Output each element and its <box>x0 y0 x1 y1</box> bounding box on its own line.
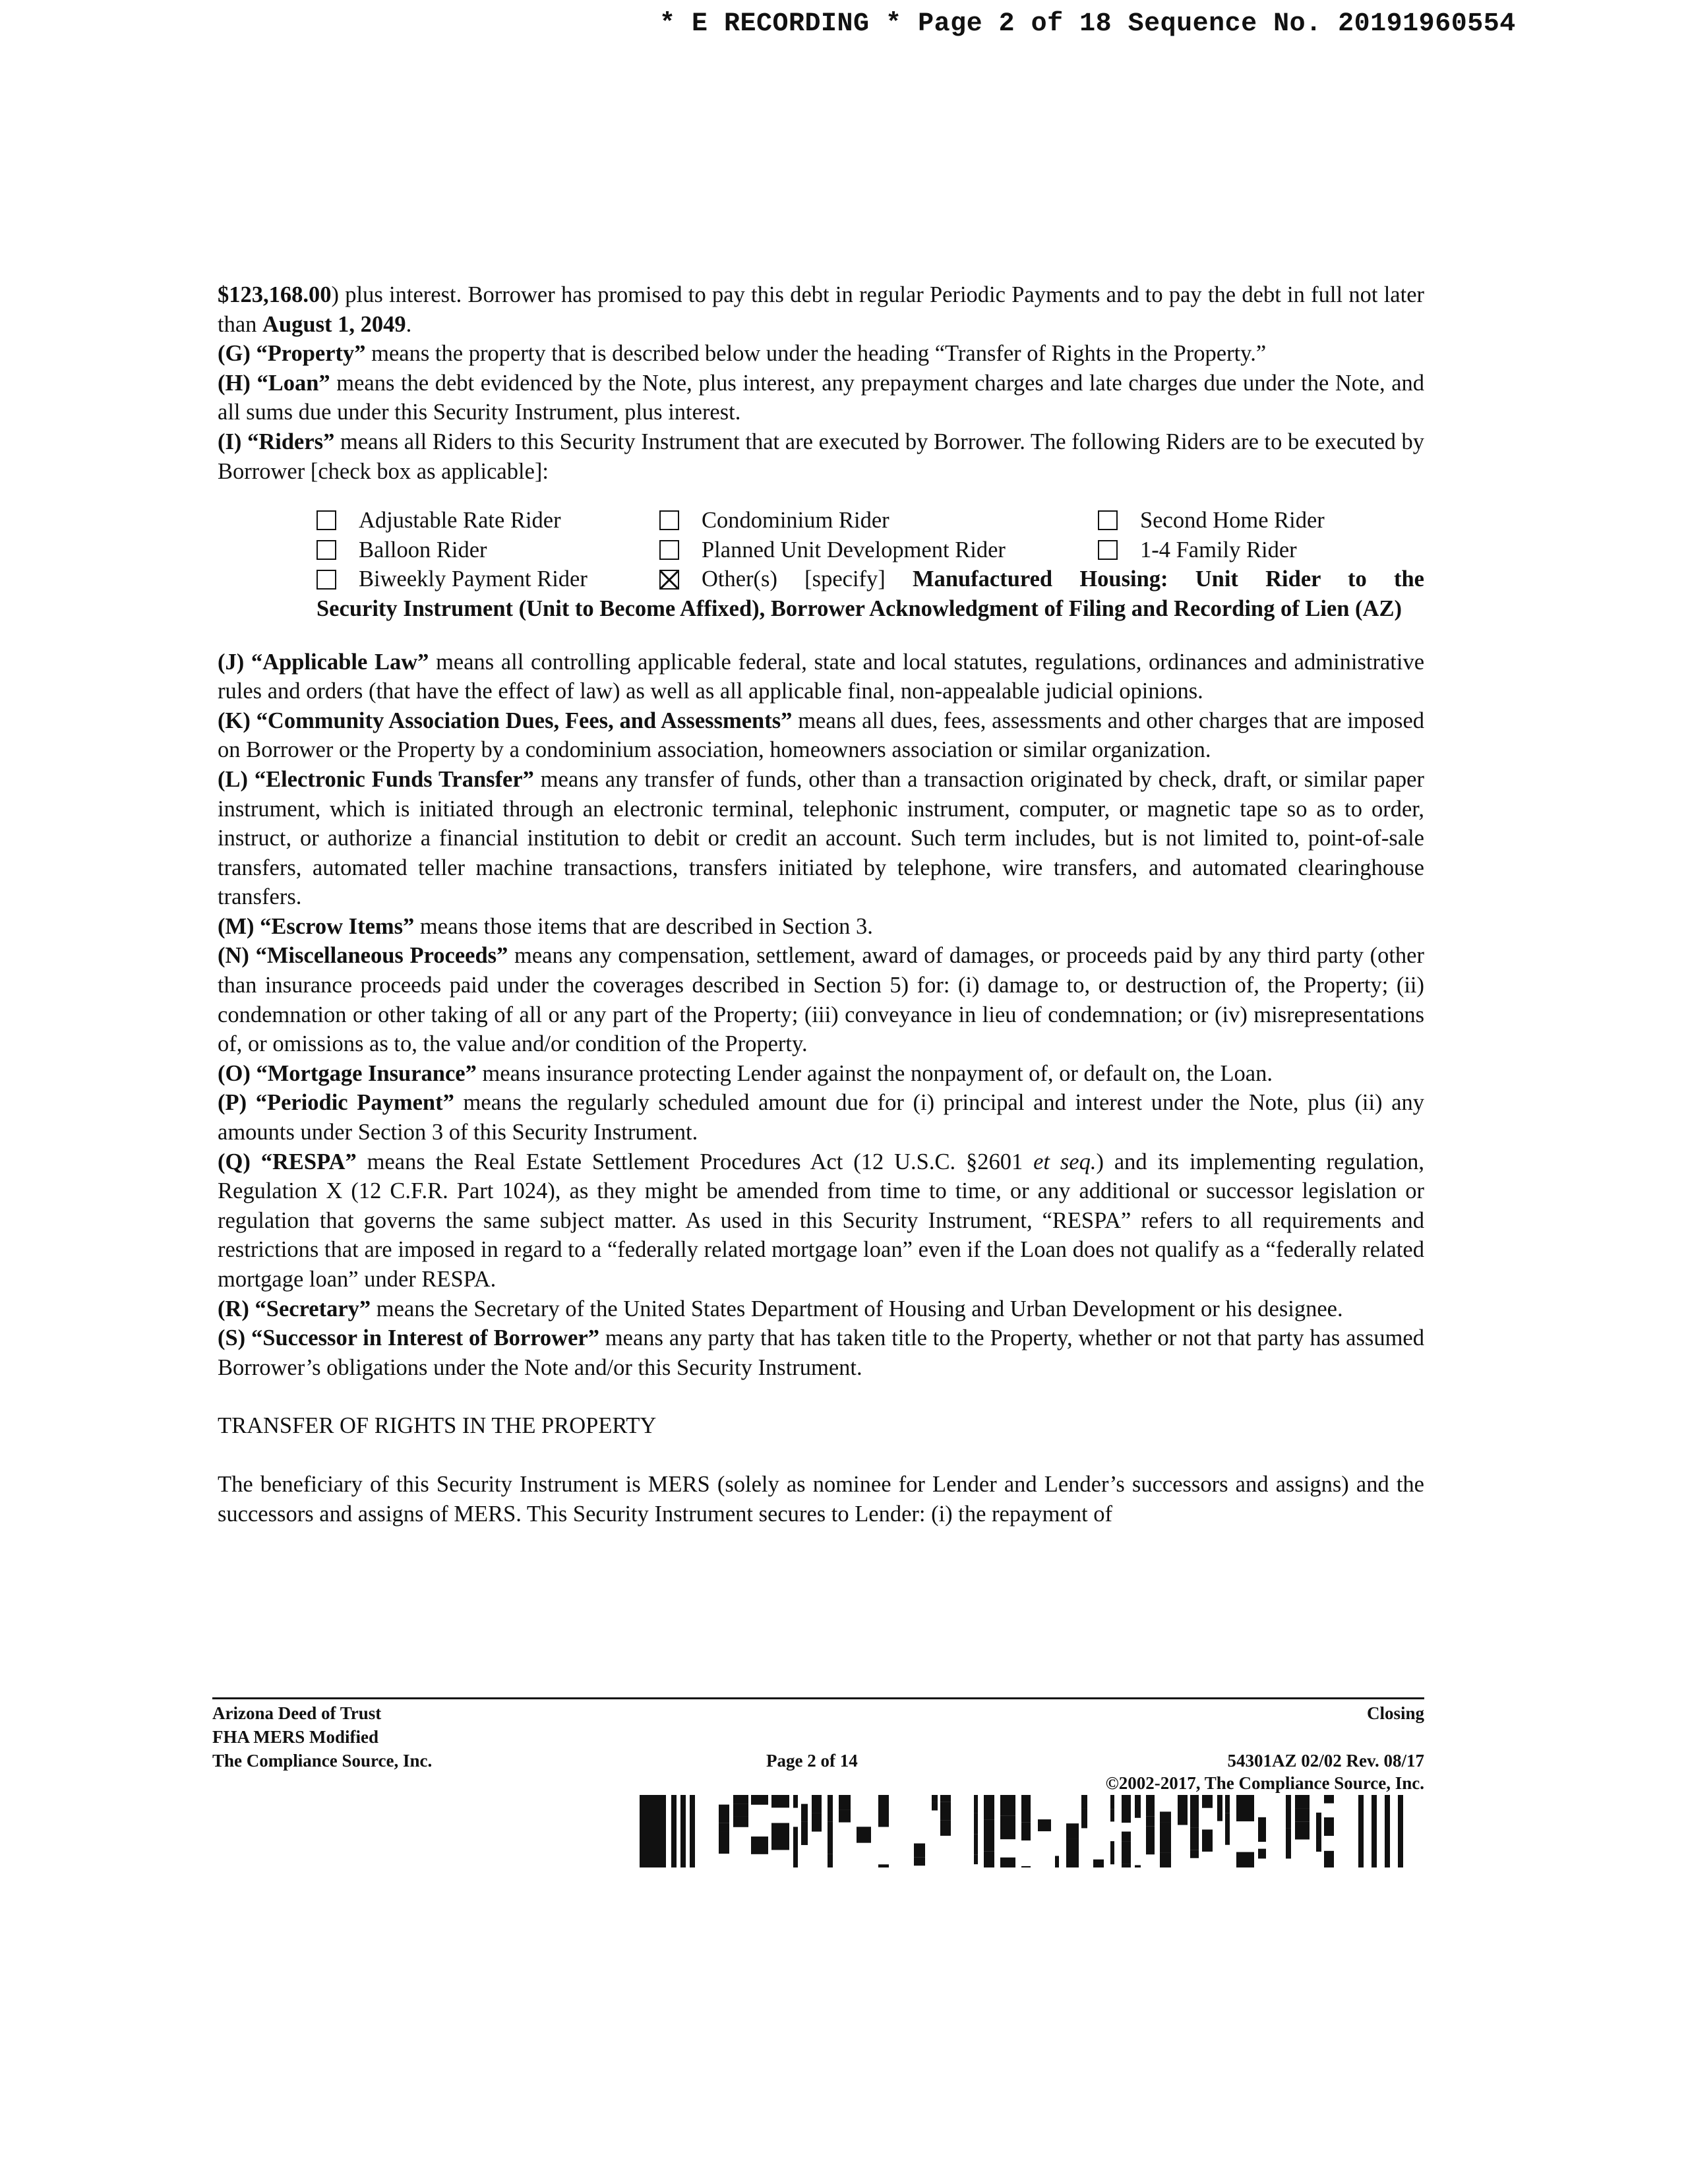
riders-row <box>316 506 1424 535</box>
page-footer <box>212 1701 1424 1793</box>
transfer-heading: TRANSFER OF RIGHTS IN THE PROPERTY <box>218 1413 657 1439</box>
definition-m: (M) “Escrow Items” means those items that are described in Section 3. <box>218 913 873 939</box>
footer-divider <box>212 1697 1424 1699</box>
definition-o: (O) “Mortgage Insurance” means insurance protecting Lender against the nonpayment of, or default on, the Loan. <box>218 1060 1273 1086</box>
riders-row <box>316 535 1424 565</box>
riders-row <box>316 564 1424 594</box>
recording-stamp: * E RECORDING * Page 2 of 18 Sequence No. 20191960554 <box>659 9 1516 39</box>
rider-label: Biweekly Payment Rider <box>359 566 588 592</box>
rider-checkbox-pud[interactable] <box>659 540 679 560</box>
rider-label: Other(s) [specify] <box>702 566 886 592</box>
definition-n: (N) “Miscellaneous Proceeds” means any compensation, settlement, award of damages, or proceeds paid by any third party (other than insurance proceeds paid under the coverages described in Section 5) for: (i) damage to, or destruction of, the Property; (ii) condemnation or other taking of all or any part of the Property; (iii) conveyance in lieu of condemnation; or (iv) misrepresentations of, or omissions as to, the value and/or condition of the Property. <box>218 943 1424 1057</box>
definition-j: (J) “Applicable Law” means all controlling applicable federal, state and local statutes, regulations, ordinances and administrative rules and orders (that have the effect of law) as well as all applicable final, non-appealable judicial opinions. <box>218 649 1425 704</box>
definition-l: (L) “Electronic Funds Transfer” means any transfer of funds, other than a transaction originated by check, draft, or similar paper instrument, which is initiated through an electronic terminal, telephonic instrument, computer, or magnetic tape so as to order, instruct, or authorize a financial institution to debit or credit an account. Such term includes, but is not limited to, point-of-sale transfers, automated teller machine transactions, transfers initiated by telephone, wire transfers, and automated clearinghouse transfers. <box>218 766 1424 910</box>
definition-h: (H) “Loan” means the debt evidenced by the Note, plus interest, any prepayment charges and late charges due under the Note, and all sums due under this Security Instrument, plus interest. <box>218 370 1425 425</box>
transfer-paragraph: The beneficiary of this Security Instrument is MERS (solely as nominee for Lender and Lender’s successors and assigns) and the successors and assigns of MERS. This Security Instrument secures to Lender: (i) the repayment of <box>218 1471 1424 1527</box>
footer-copyright: ©2002-2017, The Compliance Source, Inc. <box>1105 1773 1424 1793</box>
definition-q: (Q) “RESPA” means the Real Estate Settlement Procedures Act (12 U.S.C. §2601 et seq.) and its implementing regulation, Regulation X (12 C.F.R. Part 1024), as they might be amended from time to time, or any additional or successor legislation or regulation that governs the same subject matter. As used in this Security Instrument, “RESPA” refers to all requirements and restrictions that are imposed in regard to a “federally related mortgage loan” even if the Loan does not qualify as a “federally related mortgage loan” under RESPA. <box>218 1149 1424 1292</box>
rider-other-specify: Manufactured Housing: Unit Rider to the <box>913 566 1424 592</box>
rider-checkbox-adjustable-rate[interactable] <box>316 510 336 530</box>
footer-form-number: 54301AZ 02/02 Rev. 08/17 <box>1227 1751 1424 1771</box>
rider-label: Adjustable Rate Rider <box>359 508 561 533</box>
rider-checkbox-second-home[interactable] <box>1098 510 1118 530</box>
rider-checkbox-other-checked[interactable] <box>659 570 679 590</box>
rider-label: Condominium Rider <box>702 508 889 533</box>
footer-form-info: Arizona Deed of Trust FHA MERS Modified The Compliance Source, Inc. <box>212 1703 433 1771</box>
rider-label: Planned Unit Development Rider <box>702 537 1006 562</box>
rider-label: Second Home Rider <box>1140 508 1325 533</box>
definition-k: (K) “Community Association Dues, Fees, and Assessments” means all dues, fees, assessments and other charges that are imposed on Borrower or the Property by a condominium association, homeowners association or similar organization. <box>218 708 1425 763</box>
rider-checkbox-biweekly[interactable] <box>316 570 336 590</box>
loan-amount: $123,168.00 <box>218 282 332 307</box>
rider-checkbox-condominium[interactable] <box>659 510 679 530</box>
maturity-date: August 1, 2049 <box>262 311 406 337</box>
document-body <box>218 280 1424 1529</box>
rider-label: 1-4 Family Rider <box>1140 537 1297 562</box>
footer-page-number: Page 2 of 14 <box>766 1751 858 1771</box>
rider-checkbox-balloon[interactable] <box>316 540 336 560</box>
footer-closing: Closing <box>1366 1703 1424 1723</box>
definition-p: (P) “Periodic Payment” means the regularly scheduled amount due for (i) principal and interest under the Note, plus (ii) any amounts under Section 3 of this Security Instrument. <box>218 1090 1425 1145</box>
definition-r: (R) “Secretary” means the Secretary of the United States Department of Housing and Urban Development or his designee. <box>218 1296 1343 1321</box>
barcode <box>640 1795 1411 1867</box>
riders-checklist <box>316 506 1424 623</box>
definition-i: (I) “Riders” means all Riders to this Security Instrument that are executed by Borrower. The following Riders are to be executed by Borrower [check box as applicable]: <box>218 429 1425 484</box>
rider-other-specify-continued: Security Instrument (Unit to Become Affixed), Borrower Acknowledgment of Filing and Recording of Lien (AZ) <box>316 595 1402 621</box>
definition-g: (G) “Property” means the property that is described below under the heading “Transfer of Rights in the Property.” <box>218 341 1267 367</box>
rider-label: Balloon Rider <box>359 537 487 562</box>
rider-checkbox-1-4-family[interactable] <box>1098 540 1118 560</box>
definition-s: (S) “Successor in Interest of Borrower” means any party that has taken title to the Property, whether or not that party has assumed Borrower’s obligations under the Note and/or this Security Instrument. <box>218 1325 1424 1380</box>
paragraph-f-continuation: $123,168.00) plus interest. Borrower has promised to pay this debt in regular Periodic Payments and to pay the debt in full not later than August 1, 2049. <box>218 282 1424 337</box>
